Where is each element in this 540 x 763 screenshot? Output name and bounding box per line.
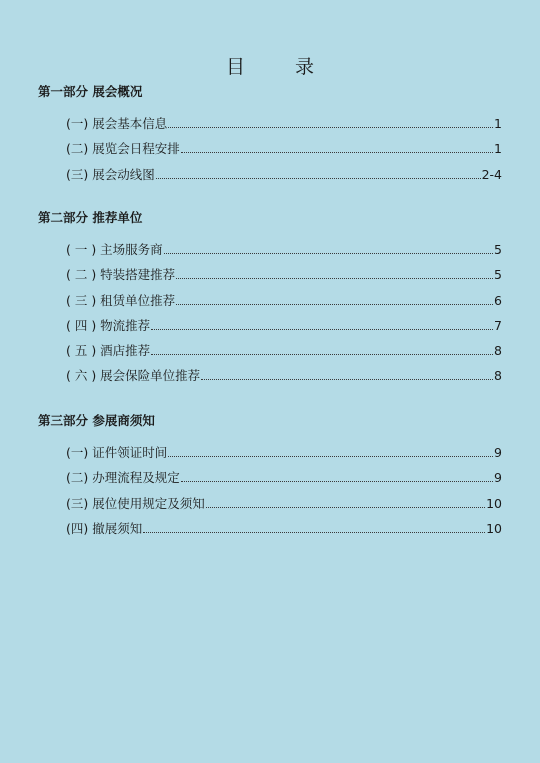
- entry-page: 8: [494, 368, 502, 384]
- entry-label: (一) 证件领证时间: [66, 445, 168, 461]
- entry-label: ( 六 ) 展会保险单位推荐: [66, 368, 201, 384]
- entry-label: ( 一 ) 主场服务商: [66, 242, 163, 258]
- section-heading: 第二部分 推荐单位: [38, 210, 143, 225]
- dot-leader: [176, 304, 493, 305]
- toc-entry[interactable]: [66, 359, 502, 384]
- entry-page: 1: [494, 141, 502, 157]
- entry-page: 10: [486, 520, 502, 536]
- dot-leader: [151, 354, 493, 355]
- toc-entry[interactable]: [66, 461, 502, 486]
- entry-label: (二) 展览会日程安排: [66, 141, 180, 157]
- dot-leader: [206, 507, 485, 508]
- entry-page: 6: [494, 292, 502, 308]
- dot-leader: [143, 532, 485, 533]
- entry-page: 9: [494, 470, 502, 486]
- entry-label: (二) 办理流程及规定: [66, 470, 180, 486]
- entry-page: 5: [494, 242, 502, 258]
- entry-label: ( 五 ) 酒店推荐: [66, 342, 151, 358]
- entry-page: 10: [486, 495, 502, 511]
- toc-entry[interactable]: [66, 512, 502, 537]
- dot-leader: [176, 278, 493, 279]
- entry-page: 5: [494, 267, 502, 283]
- entry-page: 8: [494, 342, 502, 358]
- dot-leader: [181, 481, 493, 482]
- toc-entry[interactable]: [66, 283, 502, 308]
- section-heading: 第一部分 展会概况: [38, 84, 143, 99]
- entry-page: 7: [494, 317, 502, 333]
- toc-entry[interactable]: [66, 107, 502, 132]
- toc-entry[interactable]: [66, 334, 502, 359]
- entry-label: ( 四 ) 物流推荐: [66, 317, 151, 333]
- entry-label: ( 二 ) 特装搭建推荐: [66, 267, 176, 283]
- section-2: [38, 208, 502, 384]
- dot-leader: [168, 456, 493, 457]
- dot-leader: [164, 253, 493, 254]
- section-1: [38, 82, 502, 183]
- entry-label: (三) 展位使用规定及须知: [66, 495, 205, 511]
- toc-title: 目 录: [225, 56, 337, 78]
- toc-entry[interactable]: [66, 436, 502, 461]
- entry-page: 2-4: [481, 166, 502, 182]
- entry-label: (一) 展会基本信息: [66, 116, 168, 132]
- dot-leader: [168, 127, 493, 128]
- dot-leader: [151, 329, 493, 330]
- entry-label: (三) 展会动线图: [66, 166, 155, 182]
- section-heading: 第三部分 参展商须知: [38, 413, 155, 428]
- toc-entry[interactable]: [66, 309, 502, 334]
- toc-entry[interactable]: [66, 157, 502, 182]
- entry-label: ( 三 ) 租赁单位推荐: [66, 292, 176, 308]
- entry-page: 1: [494, 116, 502, 132]
- toc-entry[interactable]: [66, 233, 502, 258]
- entry-page: 9: [494, 445, 502, 461]
- toc-entry[interactable]: [66, 258, 502, 283]
- entry-label: (四) 撤展须知: [66, 520, 143, 536]
- dot-leader: [181, 152, 493, 153]
- dot-leader: [156, 178, 481, 179]
- section-3: [38, 411, 502, 537]
- dot-leader: [201, 379, 493, 380]
- toc-entry[interactable]: [66, 132, 502, 157]
- toc-entry[interactable]: [66, 486, 502, 511]
